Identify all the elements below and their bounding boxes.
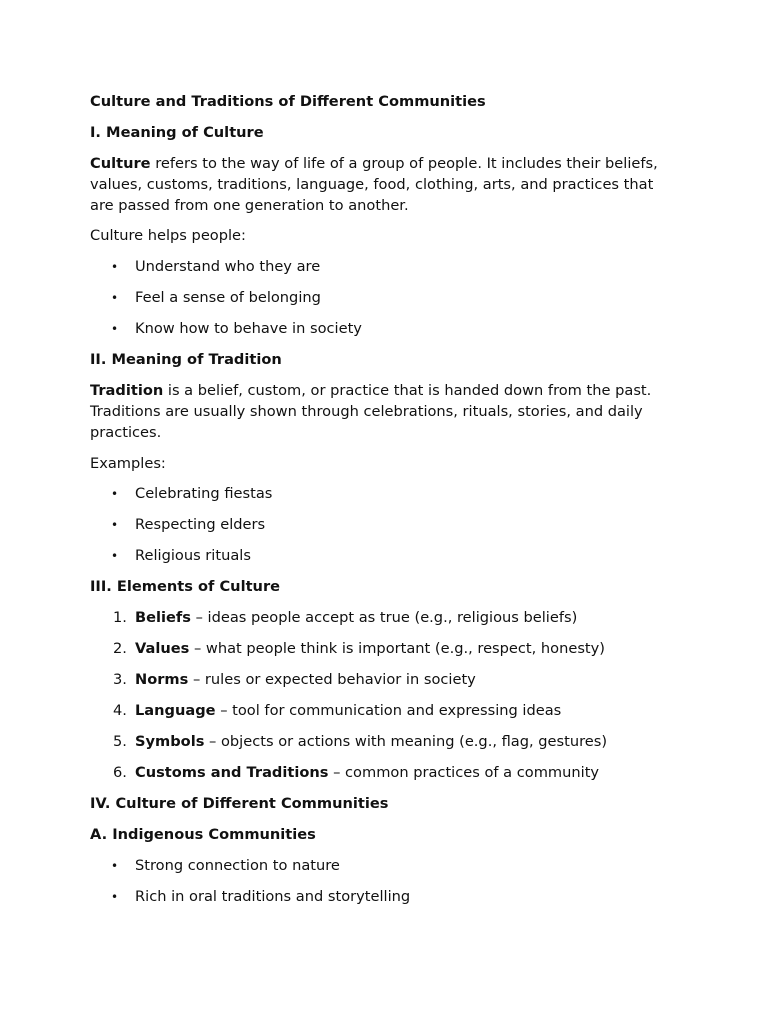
list-item: 1. Beliefs – ideas people accept as true (e.g., religious beliefs) bbox=[113, 609, 578, 627]
list-item: • Strong connection to nature bbox=[111, 857, 340, 875]
bullet-icon: • bbox=[111, 260, 119, 275]
bullet-icon: • bbox=[111, 518, 119, 533]
culture-helps-intro: Culture helps people: bbox=[90, 227, 246, 245]
section-heading-culture: I. Meaning of Culture bbox=[90, 124, 264, 141]
indigenous-list bbox=[90, 856, 678, 907]
list-item: 6. Customs and Traditions – common practices of a community bbox=[113, 764, 600, 782]
list-item: • Religious rituals bbox=[111, 547, 251, 565]
culture-definition bbox=[90, 154, 678, 216]
list-item: • Celebrating fiestas bbox=[111, 485, 273, 503]
tradition-definition bbox=[90, 381, 678, 443]
tradition-examples-intro: Examples: bbox=[90, 454, 166, 472]
bullet-icon: • bbox=[111, 291, 119, 306]
list-item: • Understand who they are bbox=[111, 258, 321, 276]
subheading-indigenous: A. Indigenous Communities bbox=[90, 826, 316, 844]
bullet-icon: • bbox=[111, 322, 119, 337]
section-heading-elements: III. Elements of Culture bbox=[90, 578, 281, 596]
list-item: • Rich in oral traditions and storytelling bbox=[111, 888, 411, 906]
elements-list bbox=[90, 608, 678, 783]
culture-helps-list bbox=[90, 257, 678, 339]
culture-term: Culture bbox=[90, 155, 151, 172]
list-item: • Know how to behave in society bbox=[111, 320, 362, 338]
list-item: • Respecting elders bbox=[111, 516, 266, 534]
section-heading-communities: IV. Culture of Different Communities bbox=[90, 795, 389, 813]
list-item: • Feel a sense of belonging bbox=[111, 289, 321, 307]
tradition-examples-list bbox=[90, 484, 678, 566]
bullet-icon: • bbox=[111, 487, 119, 502]
section-heading-tradition: II. Meaning of Tradition bbox=[90, 351, 282, 369]
list-item: 3. Norms – rules or expected behavior in society bbox=[113, 671, 476, 689]
bullet-icon: • bbox=[111, 859, 119, 874]
list-item: 4. Language – tool for communication and expressing ideas bbox=[113, 702, 562, 720]
bullet-icon: • bbox=[111, 890, 119, 905]
tradition-term: Tradition bbox=[90, 382, 164, 400]
list-item: 2. Values – what people think is important (e.g., respect, honesty) bbox=[113, 640, 605, 658]
document-title: Culture and Traditions of Different Communities bbox=[90, 93, 486, 110]
bullet-icon: • bbox=[111, 549, 119, 564]
tradition-definition-text: is a belief, custom, or practice that is handed down from the past. Traditions are usually shown through celebrations, rituals, stories, and daily practices. bbox=[90, 382, 652, 441]
culture-definition-text: refers to the way of life of a group of people. It includes their beliefs, values, customs, traditions, language, food, clothing, arts, and practices that are passed from one generation to another. bbox=[90, 155, 658, 214]
list-item: 5. Symbols – objects or actions with meaning (e.g., flag, gestures) bbox=[113, 733, 608, 751]
